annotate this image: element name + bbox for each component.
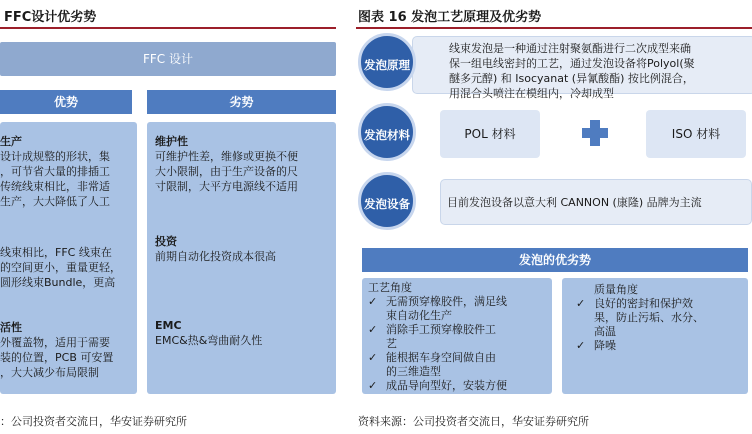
- foam-advantage-header: 发泡的优劣势: [362, 248, 748, 272]
- section-line: 圆形线束Bundle，更高: [0, 276, 116, 289]
- principle-line: 线束发泡是一种通过注射聚氨酯进行二次成型来确: [449, 42, 691, 55]
- section-line: 线束相比，FFC 线束在: [0, 246, 112, 259]
- pol-material-box: POL 材料: [440, 110, 540, 158]
- check-icon: ✓: [368, 295, 378, 308]
- item-line: 降噪: [594, 339, 616, 352]
- check-icon: ✓: [576, 297, 586, 310]
- right-title: 图表 16 发泡工艺原理及优劣势: [358, 10, 542, 25]
- process-angle-content: [368, 281, 548, 393]
- check-icon: ✓: [368, 323, 378, 336]
- item-line: 消除手工预穿橡胶件工: [386, 323, 496, 336]
- principle-line: 用混合头喷注在模组内，冷却成型: [449, 87, 614, 100]
- ffc-disadv-section-maintenance: [155, 134, 298, 194]
- ffc-panel-header: FFC 设计: [0, 42, 336, 76]
- check-icon: ✓: [368, 379, 378, 392]
- section-heading: 活性: [0, 321, 22, 334]
- list-item: [576, 339, 744, 353]
- foam-equipment-badge: 发泡设备: [358, 172, 416, 230]
- left-source-note: ：公司投资者交流日，华安证券研究所: [0, 415, 187, 428]
- right-source-note: 资料来源：公司投资者交流日，华安证券研究所: [358, 415, 589, 428]
- section-line: 生产，大大降低了人工: [0, 195, 110, 208]
- foam-principle-box: [412, 36, 752, 100]
- check-icon: ✓: [368, 351, 378, 364]
- iso-material-box: ISO 材料: [646, 110, 746, 158]
- foam-equipment-box: 目前发泡设备以意大利 CANNON (康隆) 品牌为主流: [440, 179, 752, 225]
- section-heading: 投资: [155, 235, 177, 248]
- section-heading: 生产: [0, 135, 22, 148]
- check-icon: ✓: [576, 339, 586, 352]
- section-line: 设计成规整的形状，集: [0, 150, 110, 163]
- ffc-disadv-section-investment: [155, 234, 276, 264]
- section-line: 外覆盖物，适用于需要: [0, 336, 110, 349]
- section-line: 前期自动化投资成本很高: [155, 250, 276, 263]
- list-item: [368, 379, 548, 393]
- section-line: 可维护性差，维修或更换不便: [155, 150, 298, 163]
- ffc-advantage-header: 优势: [0, 90, 132, 114]
- list-item: [368, 351, 548, 379]
- process-heading: 工艺角度: [368, 281, 412, 294]
- list-item: [576, 297, 744, 339]
- ffc-advantage-body: [0, 122, 137, 394]
- section-line: ，大大减少布局限制: [0, 366, 99, 379]
- item-line: 的三维造型: [386, 365, 441, 378]
- section-line: 大小限制，由于生产设备的尺: [155, 165, 298, 178]
- item-line: 成品导向型好，安装方便: [386, 379, 507, 392]
- principle-line: 保一组电线密封的工艺，通过发泡设备将Polyol(聚: [449, 57, 695, 70]
- item-line: 果，防止污垢、水分、: [594, 311, 704, 324]
- section-line: 传统线束相比，非常适: [0, 180, 110, 193]
- item-line: 艺: [386, 337, 397, 350]
- ffc-adv-section-flexibility: [0, 320, 113, 380]
- item-line: 良好的密封和保护效: [594, 297, 693, 310]
- quality-heading: 质量角度: [594, 283, 638, 296]
- ffc-disadvantage-header: 劣势: [147, 90, 336, 114]
- section-heading: EMC: [155, 319, 182, 332]
- item-line: 高温: [594, 325, 616, 338]
- list-item: [368, 295, 548, 323]
- left-title-rule: [0, 27, 336, 29]
- ffc-adv-section-production: [0, 134, 110, 209]
- quality-angle-box: [562, 278, 748, 394]
- foam-principle-badge: 发泡原理: [358, 33, 416, 91]
- list-item: [368, 323, 548, 351]
- left-title: FFC设计优劣势: [4, 10, 97, 25]
- section-line: EMC&热&弯曲耐久性: [155, 334, 263, 347]
- principle-line: 醚多元醇) 和 Isocyanat (异氰酸酯) 按比例混合，: [449, 72, 694, 85]
- process-angle-box: [362, 278, 552, 394]
- ffc-adv-section-space: [0, 245, 121, 290]
- section-heading: 维护性: [155, 135, 188, 148]
- section-line: 的空间更小，重量更轻，: [0, 261, 121, 274]
- section-line: ，可节省大量的排插工: [0, 165, 110, 178]
- ffc-disadv-section-emc: [155, 318, 262, 348]
- foam-material-badge: 发泡材料: [358, 103, 416, 161]
- section-line: 装的位置，PCB 可安置: [0, 351, 114, 364]
- item-line: 能根据车身空间做自由: [386, 351, 496, 364]
- quality-angle-content: [576, 283, 744, 353]
- item-line: 无需预穿橡胶件，满足线: [386, 295, 507, 308]
- section-line: 寸限制，大平方电源线不适用: [155, 180, 298, 193]
- right-title-rule: [356, 27, 752, 29]
- ffc-disadvantage-body: [147, 122, 336, 394]
- item-line: 束自动化生产: [386, 309, 452, 322]
- plus-icon: [582, 120, 608, 146]
